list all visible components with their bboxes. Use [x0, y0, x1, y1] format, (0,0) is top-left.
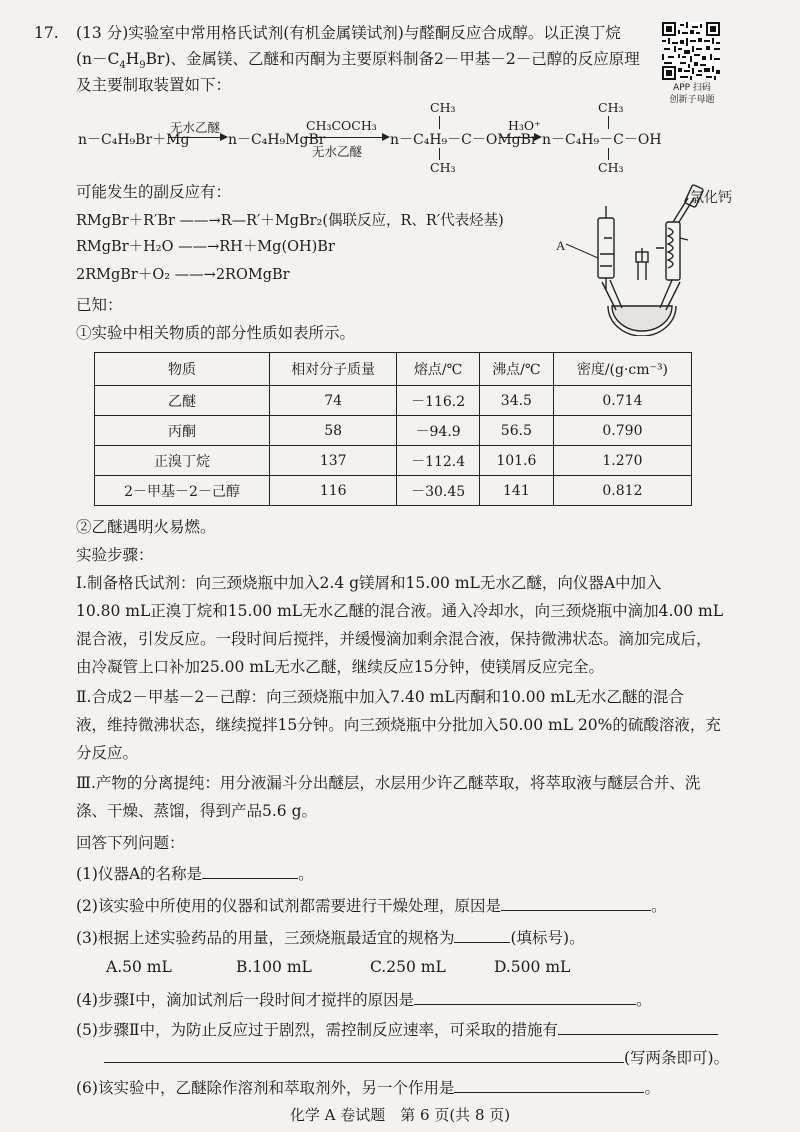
qr-caption-line-1: APP 扫码 [673, 83, 711, 93]
question-6-end: 。 [644, 1079, 660, 1097]
table-cell: 137 [270, 446, 397, 476]
table-cell: 34.5 [479, 386, 553, 416]
question-4-end: 。 [636, 991, 652, 1009]
option-d[interactable]: D.500 mL [494, 958, 571, 976]
known-note-1: ①实验中相关物质的部分性质如表所示。 [76, 324, 356, 342]
intro-line-3: 及主要制取装置如下： [76, 76, 232, 94]
answer-blank-6[interactable] [454, 1076, 644, 1093]
question-number: 17. [34, 24, 59, 42]
side-reaction-2-right: RH＋Mg(OH)Br [219, 239, 335, 255]
eq-arrow-3 [500, 137, 540, 138]
question-2 [76, 894, 666, 917]
eq-reagent-2: CH₃COCH₃ [306, 118, 377, 133]
eq-bond-bottom [439, 148, 440, 160]
intro-line-2-c: Br)、金属镁、乙醚和丙酮为主要原料制备2－甲基－2－己醇的反应原理 [145, 50, 640, 68]
eq-product-2: n－C₄H₉－C－OH [542, 132, 662, 148]
table-header: 熔点/℃ [397, 353, 480, 386]
table-cell: 56.5 [479, 416, 553, 446]
table-cell: 0.790 [553, 416, 691, 446]
side-reaction-2: RMgBr＋H₂O ——→RH＋Mg(OH)Br [76, 239, 335, 255]
table-cell: 58 [270, 416, 397, 446]
question-6-text: (6)该实验中，乙醚除作溶剂和萃取剂外，另一个作用是 [76, 1079, 455, 1097]
question-2-text: (2)该实验中所使用的仪器和试剂都需要进行干燥处理，原因是 [76, 897, 501, 915]
table-header-row [95, 353, 692, 386]
option-c[interactable]: C.250 mL [370, 958, 446, 976]
table-row [95, 386, 692, 416]
table-cell: 0.812 [553, 476, 691, 506]
eq-ch3-top: CH₃ [430, 100, 456, 115]
side-reaction-1: RMgBr＋R′Br ——→R—R′＋MgBr₂(偶联反应，R、R′代表烃基) [76, 213, 504, 229]
page-footer: 化学 A 卷试题 第 6 页(共 8 页) [289, 1106, 511, 1124]
eq-ch3-bottom: CH₃ [430, 160, 456, 175]
table-cell: 乙醚 [95, 386, 270, 416]
questions-heading: 回答下列问题： [76, 834, 185, 852]
eq-arrow1-label: 无水乙醚 [170, 120, 221, 135]
option-b[interactable]: B.100 mL [236, 958, 312, 976]
eq-product-1: n－C₄H₉－C－OMgBr [390, 132, 538, 148]
intro-line-2-b: H [125, 50, 140, 68]
question-5-text: (5)步骤Ⅱ中，为防止反应过于剧烈，需控制反应速率，可采取的措施有 [76, 1021, 558, 1039]
answer-blank-3[interactable] [454, 926, 510, 943]
question-2-end: 。 [650, 897, 667, 915]
step-1-line-1: Ⅰ.制备格氏试剂：向三颈烧瓶中加入2.4 g镁屑和15.00 mL无水乙醚，向仪器A中加入 [76, 574, 662, 592]
intro-line-1: 实验室中常用格氏试剂(有机金属镁试剂)与醛酮反应合成醇。以正溴丁烷 [128, 24, 621, 42]
table-row [95, 446, 692, 476]
apparatus-label-cacl2: 氯化钙 [690, 190, 732, 206]
question-4-text: (4)步骤Ⅰ中，滴加试剂后一段时间才搅拌的原因是 [76, 991, 415, 1009]
table-cell: －112.4 [397, 446, 480, 476]
steps-heading: 实验步骤： [76, 546, 154, 564]
question-3-text: (3)根据上述实验药品的用量，三颈烧瓶最适宜的规格为 [76, 929, 455, 947]
question-1-text: (1)仪器A的名称是 [76, 865, 203, 883]
table-cell: 0.714 [553, 386, 691, 416]
step-3-line-1: Ⅲ.产物的分离提纯：用分液漏斗分出醚层，水层用少许乙醚萃取，将萃取液与醚层合并、洗 [76, 774, 701, 792]
question-4 [76, 988, 652, 1011]
eq-arrow-2 [304, 137, 388, 138]
answer-blank-4[interactable] [414, 988, 636, 1005]
question-stem-line-1 [76, 22, 621, 44]
table-row [95, 476, 692, 506]
question-3-options [106, 956, 570, 978]
question-3-end: (填标号)。 [510, 929, 585, 947]
answer-blank-5a[interactable] [558, 1018, 718, 1035]
side-reaction-2-left: RMgBr＋H₂O [76, 239, 174, 255]
answer-blank-5b[interactable] [104, 1046, 624, 1063]
table-header: 密度/(g·cm⁻³) [553, 353, 691, 386]
known-heading: 已知： [76, 296, 123, 314]
eq-arrow-1 [168, 137, 226, 138]
table-cell: －30.45 [397, 476, 480, 506]
side-reaction-3-left: 2RMgBr＋O₂ [76, 267, 171, 283]
table-cell: 2－甲基－2－己醇 [95, 476, 270, 506]
intro-line-2-a: (n－C [76, 50, 120, 68]
answer-blank-1[interactable] [202, 862, 298, 879]
eq-bond-bottom-2 [608, 148, 609, 160]
eq-reactant: n－C₄H₉Br＋Mg [78, 132, 190, 148]
eq-intermediate: n－C₄H₉MgBr [228, 132, 326, 148]
option-a[interactable]: A.50 mL [106, 958, 172, 976]
answer-blank-2[interactable] [501, 894, 651, 911]
step-2-line-1: Ⅱ.合成2－甲基－2－己醇：向三颈烧瓶中加入7.40 mL丙酮和10.00 mL无水乙醚的混合 [76, 688, 684, 706]
eq-bond-top-2 [608, 116, 609, 129]
side-reaction-3-right: 2ROMgBr [215, 267, 290, 283]
table-header: 沸点/℃ [479, 353, 553, 386]
question-1-end: 。 [298, 865, 314, 883]
side-reactions-heading: 可能发生的副反应有： [76, 183, 232, 201]
table-header: 物质 [95, 353, 270, 386]
table-cell: 101.6 [479, 446, 553, 476]
known-note-2: ②乙醚遇明火易燃。 [76, 518, 216, 536]
eq-ch3-bottom-2: CH₃ [598, 160, 624, 175]
question-6 [76, 1076, 660, 1099]
eq-arrow3-label: H₃O⁺ [508, 118, 541, 133]
three-neck-flask-apparatus-icon [548, 178, 758, 336]
properties-table [94, 352, 692, 506]
table-cell: 正溴丁烷 [95, 446, 270, 476]
qr-caption-line-2: 创新子母题 [669, 95, 715, 105]
step-1-line-2: 10.80 mL正溴丁烷和15.00 mL无水乙醚的混合液。通入冷却水，向三颈烧瓶中滴加4.00 mL [76, 602, 724, 620]
table-cell: －94.9 [397, 416, 480, 446]
side-reaction-1-right: R—R′＋MgBr₂(偶联反应，R、R′代表烃基) [220, 213, 504, 229]
eq-bond-top [439, 116, 440, 129]
step-1-line-4: 由冷凝管上口补加25.00 mL无水乙醚，继续反应15分钟，使镁屑反应完全。 [76, 658, 605, 676]
step-3-line-2: 涤、干燥、蒸馏，得到产品5.6 g。 [76, 802, 318, 820]
step-2-line-2: 液，维持微沸状态，继续搅拌15分钟。向三颈烧瓶中分批加入50.00 mL 20%的硫酸溶液，充 [76, 716, 721, 734]
question-3 [76, 926, 585, 949]
question-5 [76, 1018, 718, 1041]
question-5-end: (写两条即可)。 [624, 1049, 730, 1067]
table-cell: 74 [270, 386, 397, 416]
table-cell: 丙酮 [95, 416, 270, 446]
side-reaction-1-left: RMgBr＋R′Br [76, 213, 175, 229]
table-cell: 116 [270, 476, 397, 506]
question-points: (13 分) [76, 24, 129, 42]
table-cell: 1.270 [553, 446, 691, 476]
table-header: 相对分子质量 [270, 353, 397, 386]
eq-ch3-top-2: CH₃ [598, 100, 624, 115]
step-1-line-3: 混合液，引发反应。一段时间后搅拌，并缓慢滴加剩余混合液，保持微沸状态。滴加完成后， [76, 630, 712, 648]
table-row [95, 416, 692, 446]
eq-arrow2-label: 无水乙醚 [312, 144, 363, 159]
question-stem-line-2: $(n-C_4H_9Br)$、金属镁、乙醚和丙酮为主要原料制备2－甲基－2－己醇的反应原理 [76, 50, 640, 72]
apparatus-label-a: A [556, 238, 566, 253]
table-cell: 141 [479, 476, 553, 506]
qr-caption [655, 82, 729, 106]
side-reaction-3: 2RMgBr＋O₂ ——→2ROMgBr [76, 267, 290, 283]
question-1 [76, 862, 314, 885]
qr-code-icon[interactable] [662, 22, 720, 80]
step-2-line-3: 分反应。 [76, 744, 139, 762]
table-cell: －116.2 [397, 386, 480, 416]
question-5-continued [104, 1046, 729, 1069]
